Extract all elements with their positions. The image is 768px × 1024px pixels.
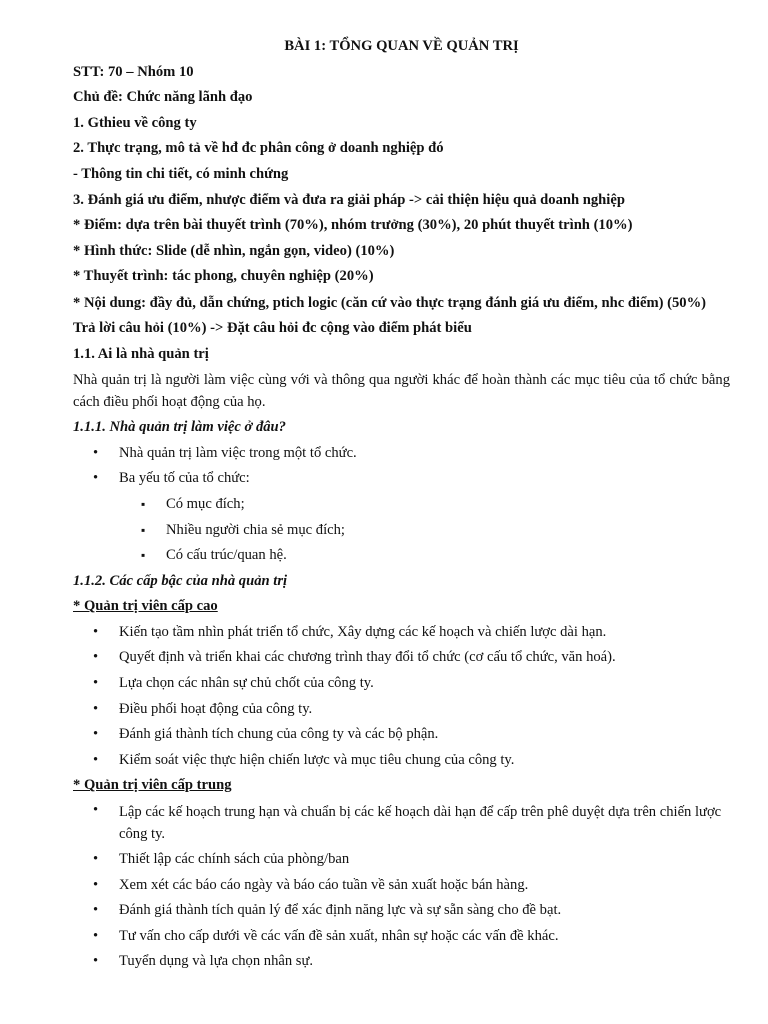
- list-item: • Đánh giá thành tích chung của công ty và các bộ phận.: [73, 722, 730, 748]
- list-item: • Nhà quản trị làm việc trong một tổ chức.: [73, 441, 730, 467]
- list-item: • Lập các kế hoạch trung hạn và chuẩn bị các kế hoạch dài hạn để cấp trên phê duyệt dựa trên chiến lược công ty.: [73, 799, 730, 847]
- section-heading-1-1-2: 1.1.2. Các cấp bậc của nhà quản trị: [73, 572, 288, 589]
- topic-line: Chủ đề: Chức năng lãnh đạo: [73, 89, 253, 106]
- group-info-line: STT: 70 – Nhóm 10: [73, 63, 194, 80]
- presentation-line: * Thuyết trình: tác phong, chuyên nghiệp (20%): [73, 268, 374, 285]
- list-item: • Kiến tạo tầm nhìn phát triển tổ chức, Xây dựng các kế hoạch và chiến lược dài hạn.: [73, 620, 730, 646]
- list-item: • Tư vấn cho cấp dưới về các vấn đề sản xuất, nhân sự hoặc các vấn đề khác.: [73, 924, 730, 950]
- list-item: • Lựa chọn các nhân sự chủ chốt của công ty.: [73, 671, 730, 697]
- format-line: * Hình thức: Slide (dễ nhìn, ngắn gọn, video) (10%): [73, 242, 395, 259]
- where-managers-work-list: [73, 441, 730, 492]
- grading-line: * Điểm: dựa trên bài thuyết trình (70%), nhóm trưởng (30%), 20 phút thuyết trình (10%): [73, 217, 633, 234]
- list-item: • Điều phối hoạt động của công ty.: [73, 697, 730, 723]
- content-line: * Nội dung: đầy đủ, dẫn chứng, ptich logic (căn cứ vào thực trạng đánh giá ưu điểm, nhc điểm) (50%): [73, 294, 707, 311]
- outline-note: - Thông tin chi tiết, có minh chứng: [73, 165, 289, 182]
- manager-definition: Nhà quản trị là người làm việc cùng với và thông qua người khác để hoàn thành các mục tiêu của tổ chức bằng cách điều phối hoạt động của họ.: [73, 372, 730, 411]
- list-item: • Quyết định và triển khai các chương trình thay đổi tổ chức (cơ cấu tổ chức, văn hoá).: [73, 645, 730, 671]
- outline-item-2: 2. Thực trạng, mô tả về hđ đc phân công ở doanh nghiệp đó: [73, 140, 444, 157]
- qa-line: Trả lời câu hỏi (10%) -> Đặt câu hỏi đc cộng vào điểm phát biểu: [73, 319, 472, 336]
- senior-managers-list: [73, 620, 730, 774]
- senior-managers-heading: * Quản trị viên cấp cao: [73, 598, 218, 615]
- list-item: • Kiểm soát việc thực hiện chiến lược và mục tiêu chung của công ty.: [73, 748, 730, 774]
- outline-item-1: 1. Gthieu về công ty: [73, 114, 197, 131]
- section-heading-1-1: 1.1. Ai là nhà quản trị: [73, 345, 209, 362]
- outline-item-3: 3. Đánh giá ưu điểm, nhược điểm và đưa ra giải pháp -> cải thiện hiệu quả doanh nghiệp: [73, 191, 625, 208]
- list-item: ▪ Có cấu trúc/quan hệ.: [73, 543, 730, 569]
- list-item: • Tuyển dụng và lựa chọn nhân sự.: [73, 949, 730, 975]
- section-heading-1-1-1: 1.1.1. Nhà quản trị làm việc ở đâu?: [73, 419, 286, 436]
- middle-managers-heading: * Quản trị viên cấp trung: [73, 777, 232, 794]
- list-item: • Đánh giá thành tích quản lý để xác định năng lực và sự sẵn sàng cho đề bạt.: [73, 898, 730, 924]
- organization-elements-list: [73, 492, 730, 569]
- document-title: BÀI 1: TỔNG QUAN VỀ QUẢN TRỊ: [284, 38, 519, 54]
- list-item: • Thiết lập các chính sách của phòng/ban: [73, 847, 730, 873]
- middle-managers-list: [73, 799, 730, 975]
- list-item: ▪ Có mục đích;: [73, 492, 730, 518]
- list-item: • Ba yếu tố của tổ chức:: [73, 466, 730, 492]
- list-item: ▪ Nhiều người chia sẻ mục đích;: [73, 518, 730, 544]
- list-item: • Xem xét các báo cáo ngày và báo cáo tuần về sản xuất hoặc bán hàng.: [73, 873, 730, 899]
